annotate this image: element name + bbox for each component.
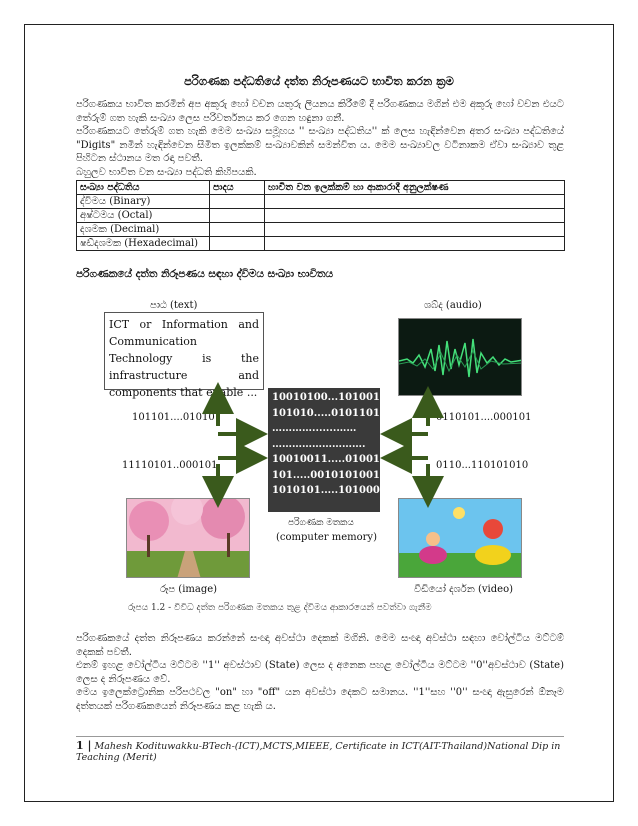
- flow-arrows: [96, 292, 548, 614]
- table-row: [77, 209, 565, 223]
- intro-paragraph-2: පරිගණකයට තේරුම් ගත හැකි මෙම සංඛ්‍යා සමූහය '' සංඛ්‍යා පද්ධතිය'' ක් ලෙස හැඳින්වෙන අතර සංඛ්‍යා පද්ධතියේ "Digits" නමින් හැඳින්වෙන සීමිත ඉලක්කම් සංඛ්‍යාවකින් සමන්විත ය. මෙම සංඛ්‍යාවල වටිනාකම ඒවා සංඛ්‍යාව තුළ පිහිටන ස්ථානය මත රඳා පවතී.: [76, 126, 564, 164]
- page-number: 1 |: [76, 739, 92, 752]
- table-header: සංඛ්‍යා පද්ධතිය: [77, 181, 210, 195]
- author-credit: Mahesh Kodituwakku-BTech-(ICT),MCTS,MIEEE, Certificate in ICT(AIT-Thailand)National Dip in Teaching (Merit): [76, 741, 561, 763]
- memory-line: ………….......……: [272, 423, 357, 434]
- figure-caption: රූපය 1.2 - විවිධ දත්ත පරිගණක මතකය තුළ ද්විමය ආකාරයෙන් පවත්වා ගැනීම: [128, 603, 432, 613]
- table-cell: [265, 209, 565, 223]
- table-cell: ද්විමය (Binary): [77, 195, 210, 209]
- table-row: [77, 237, 565, 251]
- table-cell: [265, 195, 565, 209]
- memory-line: 101.....00101010010: [272, 469, 387, 481]
- page-footer: [76, 739, 564, 763]
- memory-line: 1010101.....1010001: [272, 485, 387, 496]
- text-sample-box: ICT or Information and Communication Technology is the infrastructure and components that enable ...: [104, 312, 264, 390]
- table-cell: ෂඩ්දශමක (Hexadecimal): [77, 237, 210, 251]
- memory-label-english: (computer memory): [276, 532, 377, 543]
- text-binary-upper: 101101....01010: [132, 412, 215, 423]
- bottom-paragraph-1: පරිගණකයේ දත්ත නිරූපණය කරන්නේ සංඥා අවස්ථා දෙකක් මගිනි. මෙම සංඥා අවස්ථා සඳහා වෝල්ටීය මට්ටම් දෙකක් පවතී.: [76, 633, 564, 658]
- signal-states-text: [76, 632, 564, 713]
- audio-binary-upper: 0110101....000101: [436, 412, 532, 423]
- footer-divider: [76, 736, 564, 737]
- audio-label: ශබ්ද (audio): [424, 300, 482, 311]
- table-header-row: [77, 181, 565, 195]
- table-cell: [265, 237, 565, 251]
- memory-line: 10010100...1010010: [272, 392, 387, 403]
- text-binary-lower: 11110101..000101: [122, 460, 218, 471]
- memory-label: පරිගණක මතකය: [288, 518, 354, 528]
- table-cell: [265, 223, 565, 237]
- intro-text: [76, 98, 564, 179]
- text-label: පාඨ (text): [150, 300, 198, 311]
- audio-binary-lower: 0110...110101010: [436, 460, 529, 471]
- table-cell: [210, 237, 265, 251]
- table-row: [77, 195, 565, 209]
- bottom-paragraph-2: එනම් ඉහළ වෝල්ටීය මට්ටම ''1'' අවස්ථාව (State) ලෙස ද අනෙක පහළ වෝල්ටීය මට්ටම ''0''අවස්ථාව (State) ලෙස ද නිරූපණය වේ.: [76, 660, 564, 685]
- memory-line: 10010011.....010010: [272, 454, 387, 465]
- intro-paragraph-3: බහුලව භාවිත වන සංඛ්‍යා පද්ධති කිහිපයකි.: [76, 166, 257, 178]
- bottom-paragraph-3: මෙය ඉලෙක්ට්‍රොනික පරිපථවල "on" හා "off" යන අවස්ථා දෙකට සමානය. ''1''සහ ''0'' සංඥා ඇසුරෙන් ඕනෑම දත්තයක් පරිගණකයෙන් නිරූපණය කළ හැකි ය.: [76, 687, 564, 712]
- video-label: වීඩියෝ දර්ශන (video): [414, 584, 513, 595]
- section-heading: පරිගණකයේ දත්ත නිරූපණය සඳහා ද්විමය සංඛ්‍යා භාවිතය: [76, 268, 334, 280]
- intro-paragraph-1: පරිගණකය භාවිත කරමින් අප අකුරු හෝ වචන යතුරු ලියනය කිරීමේ දී පරිගණකය මගින් එම අකුරු හෝ වචන එයට තේරුම් ගත හැකි සංඛ්‍යා ලෙස පරිවර්තනය කර ගෙන හඳුනා ගනී.: [76, 99, 564, 124]
- table-row: [77, 223, 565, 237]
- table-header: භාවිත වන ඉලක්කම් හා ආකාරාදී අනුලක්ෂණ: [265, 181, 565, 195]
- memory-line: 101010.....01011010: [272, 407, 387, 419]
- page-title: පරිගණක පද්ධතියේ දත්ත නිරූපණයට භාවිත කරන ක්‍රම: [184, 74, 454, 88]
- data-representation-diagram: [96, 292, 548, 614]
- table-cell: [210, 223, 265, 237]
- table-cell: අෂ්ටමය (Octal): [77, 209, 210, 223]
- table-cell: [210, 209, 265, 223]
- number-systems-table: [76, 180, 565, 251]
- image-label: රූප (image): [160, 584, 218, 595]
- table-header: පාදය: [210, 181, 265, 195]
- table-cell: [210, 195, 265, 209]
- table-cell: දශමක (Decimal): [77, 223, 210, 237]
- memory-line: ……………………….: [272, 438, 366, 450]
